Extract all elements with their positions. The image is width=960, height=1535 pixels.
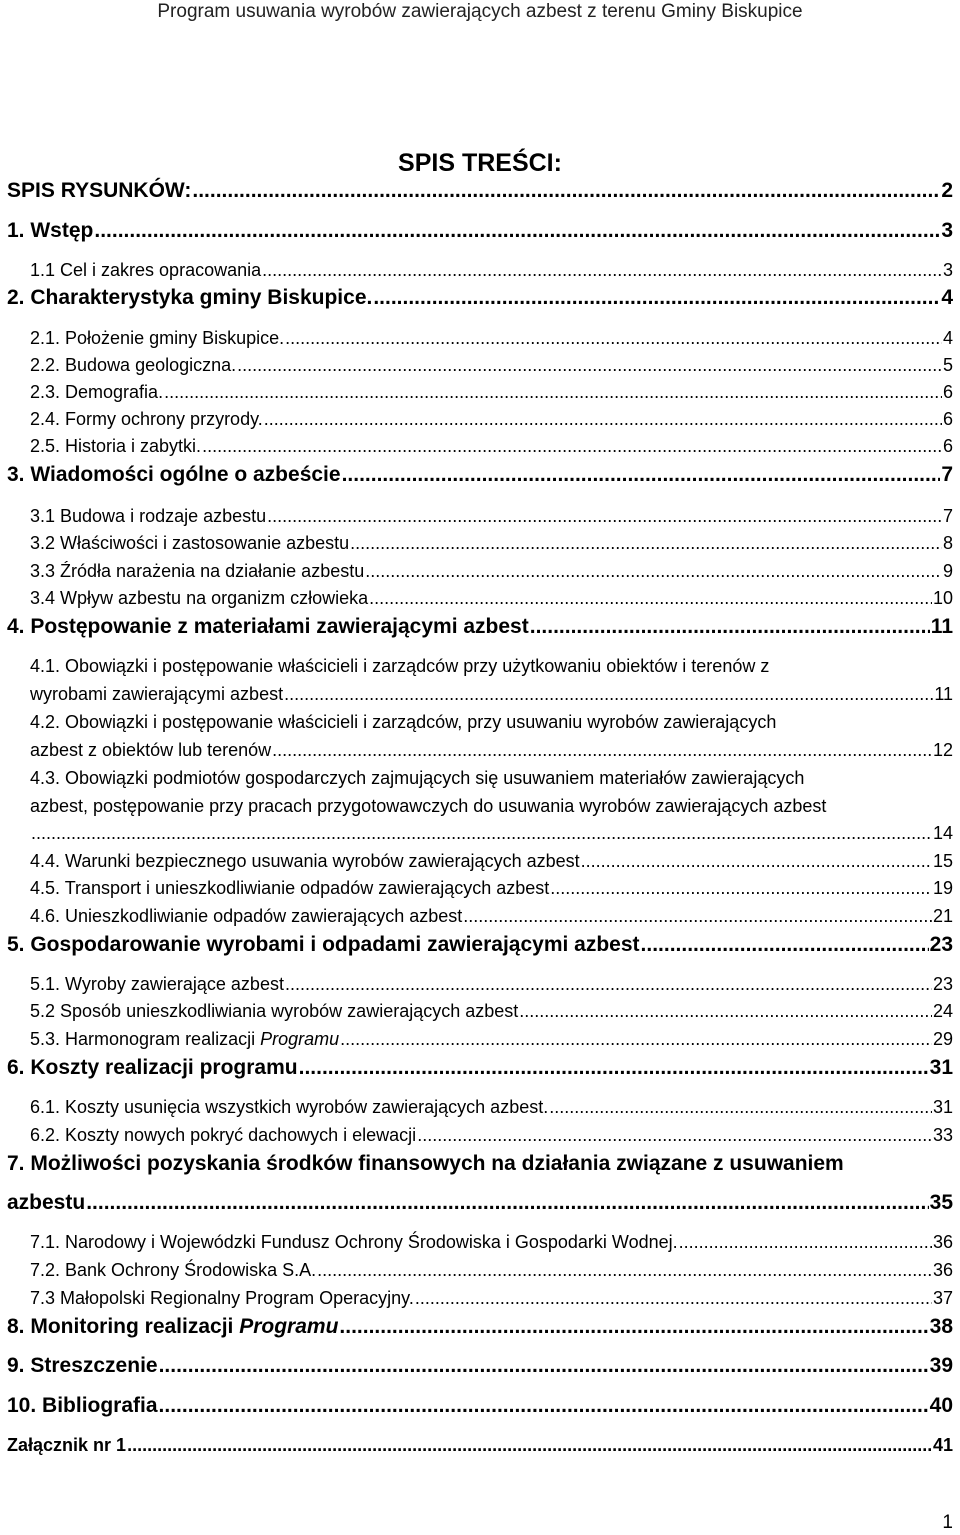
toc-leader	[641, 932, 929, 958]
toc-entry-label: 2.2. Budowa geologiczna.	[30, 355, 237, 375]
toc-entry-label-text: 8. Monitoring realizacji	[7, 1315, 240, 1338]
toc-entry-page: 7	[941, 463, 953, 486]
toc-entry-6[interactable]	[7, 1055, 953, 1081]
toc-leader	[679, 1230, 932, 1254]
toc-entry-5-1[interactable]	[30, 972, 953, 996]
toc-entry-label: 7.2. Bank Ochrony Środowiska S.A.	[30, 1260, 317, 1280]
page-number: 1	[942, 1512, 953, 1533]
toc-entry-page: 12	[932, 739, 953, 760]
toc-entry-page: 29	[932, 1029, 953, 1049]
toc-entry-10[interactable]	[7, 1393, 953, 1419]
toc-entry-label: 10. Bibliografia	[7, 1394, 158, 1417]
toc-entry-page: 4	[942, 328, 953, 348]
toc-leader	[549, 1095, 932, 1119]
toc-entry-page: 4	[941, 286, 953, 309]
toc-entry-1[interactable]	[7, 218, 953, 244]
toc-leader	[417, 1123, 932, 1147]
toc-leader	[159, 1353, 929, 1379]
toc-entry-label	[7, 1314, 338, 1340]
toc-leader	[550, 876, 932, 900]
toc-entry-label: 3.2 Właściwości i zastosowanie azbestu	[30, 533, 350, 553]
toc-entry-label: 7.1. Narodowy i Wojewódzki Fundusz Ochrony Środowiska i Gospodarki Wodnej.	[30, 1232, 678, 1252]
toc-entry-label: 6. Koszty realizacji programu	[7, 1056, 298, 1079]
toc-entry-last-line	[30, 737, 953, 765]
toc-entry-2-4[interactable]	[30, 407, 953, 431]
toc-leader	[317, 1258, 932, 1282]
toc-leader	[272, 737, 932, 765]
toc-entry-label: 7.3 Małopolski Regionalny Program Operacyjny.	[30, 1288, 414, 1308]
toc-entry-page: 40	[929, 1394, 953, 1417]
toc-leader	[365, 559, 942, 583]
toc-entry-last-line	[30, 820, 953, 848]
toc-entry-label-italic: Programu	[239, 1315, 339, 1338]
toc-entry-7[interactable]	[7, 1151, 953, 1216]
toc-entry-label-italic: Programu	[260, 1029, 340, 1049]
toc-leader	[463, 904, 932, 928]
toc-leader	[86, 1190, 928, 1216]
toc-leader	[127, 1433, 932, 1457]
toc-entry-7-3[interactable]	[30, 1286, 953, 1310]
toc-entry-label: 5.2 Sposób unieszkodliwiania wyrobów zawierających azbest	[30, 1001, 519, 1021]
toc-entry-label-line2: azbest, postępowanie przy pracach przygotowawczych do usuwania wyrobów zawierających azbest	[30, 795, 827, 816]
toc-entry-3-1[interactable]	[30, 504, 953, 528]
toc-entry-page: 31	[929, 1056, 953, 1079]
toc-entry-appendix-1[interactable]	[7, 1433, 953, 1457]
toc-entry-label: 9. Streszczenie	[7, 1354, 158, 1377]
toc-entry-page: 39	[929, 1354, 953, 1377]
toc-entry-label-line1: 7. Możliwości pozyskania środków finansowych na działania związane z usuwaniem	[7, 1152, 844, 1175]
toc-entry-8[interactable]	[7, 1314, 953, 1340]
toc-entry-page: 37	[932, 1288, 953, 1308]
toc-leader	[164, 380, 942, 404]
toc-leader	[299, 1055, 929, 1081]
toc-entry-2-5[interactable]	[30, 434, 953, 458]
toc-entry-page: 35	[929, 1191, 953, 1214]
toc-leader	[373, 285, 940, 311]
toc-entry-9[interactable]	[7, 1353, 953, 1379]
toc-entry-4[interactable]	[7, 614, 953, 640]
toc-leader	[342, 462, 941, 488]
toc-entry-page: 14	[932, 823, 953, 843]
toc-leader	[519, 999, 932, 1023]
toc-entry-spis-rysunkow[interactable]	[7, 178, 953, 204]
toc-entry-label: 3.1 Budowa i rodzaje azbestu	[30, 506, 267, 526]
toc-entry-3-4[interactable]	[30, 586, 953, 610]
toc-entry-page: 8	[942, 533, 953, 553]
toc-leader	[264, 407, 942, 431]
toc-entry-page: 3	[942, 260, 953, 280]
toc-entry-label: 3.4 Wpływ azbestu na organizm człowieka	[30, 588, 369, 608]
toc-entry-5-3[interactable]	[30, 1027, 953, 1051]
toc-leader	[31, 820, 932, 848]
toc-entry-page: 9	[942, 561, 953, 581]
toc-title: SPIS TREŚCI:	[398, 149, 562, 177]
toc-entry-page: 21	[932, 906, 953, 926]
toc-entry-3-3[interactable]	[30, 559, 953, 583]
toc-entry-label-line1: 4.1. Obowiązki i postępowanie właścicieli i zarządców przy użytkowaniu obiektów i terenów z	[30, 656, 770, 676]
toc-entry-4-6[interactable]	[30, 904, 953, 928]
toc-entry-page: 38	[929, 1315, 953, 1338]
toc-entry-label: 4. Postępowanie z materiałami zawierającymi azbest	[7, 615, 529, 638]
toc-entry-page: 15	[932, 851, 953, 871]
toc-entry-label-text: 5.3. Harmonogram realizacji	[30, 1029, 261, 1049]
toc-leader	[350, 531, 942, 555]
toc-entry-label: 1.1 Cel i zakres opracowania	[30, 260, 262, 280]
toc-entry-page: 6	[942, 409, 953, 429]
toc-entry-page: 36	[932, 1260, 953, 1280]
toc-entry-label: 3. Wiadomości ogólne o azbeście	[7, 463, 341, 486]
toc-entry-3[interactable]	[7, 462, 953, 488]
toc-entry-page: 7	[942, 506, 953, 526]
toc-entry-label-line1: 4.3. Obowiązki podmiotów gospodarczych zajmujących się usuwaniem materiałów zawierających	[30, 768, 805, 788]
toc-entry-label: 1. Wstęp	[7, 219, 94, 242]
toc-entry-page: 5	[942, 355, 953, 375]
toc-entry-last-line	[7, 1190, 953, 1216]
toc-entry-label: 6.1. Koszty usunięcia wszystkich wyrobów zawierających azbest.	[30, 1097, 549, 1117]
toc-entry-4-4[interactable]	[30, 849, 953, 873]
toc-entry-5-2[interactable]	[30, 999, 953, 1023]
toc-entry-page: 6	[942, 382, 953, 402]
toc-leader	[285, 326, 942, 350]
toc-entry-5[interactable]	[7, 932, 953, 958]
toc-entry-2[interactable]	[7, 285, 953, 311]
toc-entry-label	[30, 1027, 339, 1051]
toc-entry-label: 6.2. Koszty nowych pokryć dachowych i elewacji	[30, 1125, 417, 1145]
toc-entry-page: 10	[932, 588, 953, 608]
toc-leader	[581, 849, 932, 873]
toc-entry-label: 3.3 Źródła narażenia na działanie azbestu	[30, 561, 365, 581]
toc-entry-page: 23	[932, 974, 953, 994]
toc-entry-4-3[interactable]	[30, 765, 953, 848]
toc-entry-7-1[interactable]	[30, 1230, 953, 1254]
toc-entry-label: 4.4. Warunki bezpiecznego usuwania wyrobów zawierających azbest	[30, 851, 580, 871]
toc-leader	[340, 1027, 932, 1051]
toc-leader	[530, 614, 930, 640]
toc-entry-page: 19	[932, 878, 953, 898]
toc-entry-page: 31	[932, 1097, 953, 1117]
toc-leader	[237, 353, 942, 377]
toc-entry-2-3[interactable]	[30, 380, 953, 404]
toc-entry-last-line	[30, 681, 953, 709]
toc-entry-4-1[interactable]	[30, 653, 953, 708]
toc-entry-label: Załącznik nr 1	[7, 1435, 127, 1455]
toc-entry-label: 4.6. Unieszkodliwianie odpadów zawierających azbest	[30, 906, 463, 926]
toc-leader	[339, 1314, 928, 1340]
toc-entry-page: 36	[932, 1232, 953, 1252]
toc-entry-7-2[interactable]	[30, 1258, 953, 1282]
toc-leader	[285, 972, 932, 996]
toc-leader	[369, 586, 932, 610]
toc-leader	[202, 434, 942, 458]
toc-leader	[262, 258, 942, 282]
toc-entry-page: 3	[941, 219, 953, 242]
toc-entry-label: wyrobami zawierającymi azbest	[30, 683, 284, 704]
toc-entry-label: 2. Charakterystyka gminy Biskupice.	[7, 286, 373, 309]
toc-leader	[284, 681, 933, 709]
toc-entry-label: 5.1. Wyroby zawierające azbest	[30, 974, 284, 994]
toc-leader	[159, 1393, 929, 1419]
toc-entry-page: 2	[941, 179, 953, 202]
toc-entry-page: 24	[932, 1001, 953, 1021]
toc-entry-label: 2.1. Położenie gminy Biskupice.	[30, 328, 285, 348]
toc-entry-label-line1: 4.2. Obowiązki i postępowanie właścicieli i zarządców, przy usuwaniu wyrobów zawierających	[30, 712, 777, 732]
toc-leader	[94, 218, 940, 244]
toc-entry-label: azbest z obiektów lub terenów	[30, 739, 272, 760]
toc-entry-6-2[interactable]	[30, 1123, 953, 1147]
toc-entry-page: 33	[932, 1125, 953, 1145]
toc-leader	[267, 504, 942, 528]
toc-entry-2-1[interactable]	[30, 326, 953, 350]
toc-entry-page: 11	[934, 683, 953, 704]
toc-entry-label: 2.3. Demografia.	[30, 382, 164, 402]
toc-entry-label: 5. Gospodarowanie wyrobami i odpadami zawierającymi azbest	[7, 933, 640, 956]
toc-entry-page: 11	[930, 615, 953, 638]
toc-entry-label: azbestu	[7, 1191, 86, 1214]
toc-entry-label: SPIS RYSUNKÓW:	[7, 179, 192, 202]
toc-entry-2-2[interactable]	[30, 353, 953, 377]
toc-entry-4-5[interactable]	[30, 876, 953, 900]
toc-entry-4-2[interactable]	[30, 709, 953, 764]
toc-entry-label: 2.4. Formy ochrony przyrody.	[30, 409, 263, 429]
toc-leader	[192, 178, 940, 204]
toc-entry-3-2[interactable]	[30, 531, 953, 555]
toc-entry-page: 23	[929, 933, 953, 956]
running-header: Program usuwania wyrobów zawierających azbest z terenu Gminy Biskupice	[157, 1, 803, 22]
toc-leader	[415, 1286, 932, 1310]
toc-entry-label: 4.5. Transport i unieszkodliwianie odpadów zawierających azbest	[30, 878, 550, 898]
toc-entry-page: 41	[932, 1435, 953, 1455]
toc-entry-6-1[interactable]	[30, 1095, 953, 1119]
toc-entry-1-1[interactable]	[30, 258, 953, 282]
toc-entry-page: 6	[942, 436, 953, 456]
toc-entry-label: 2.5. Historia i zabytki.	[30, 436, 202, 456]
